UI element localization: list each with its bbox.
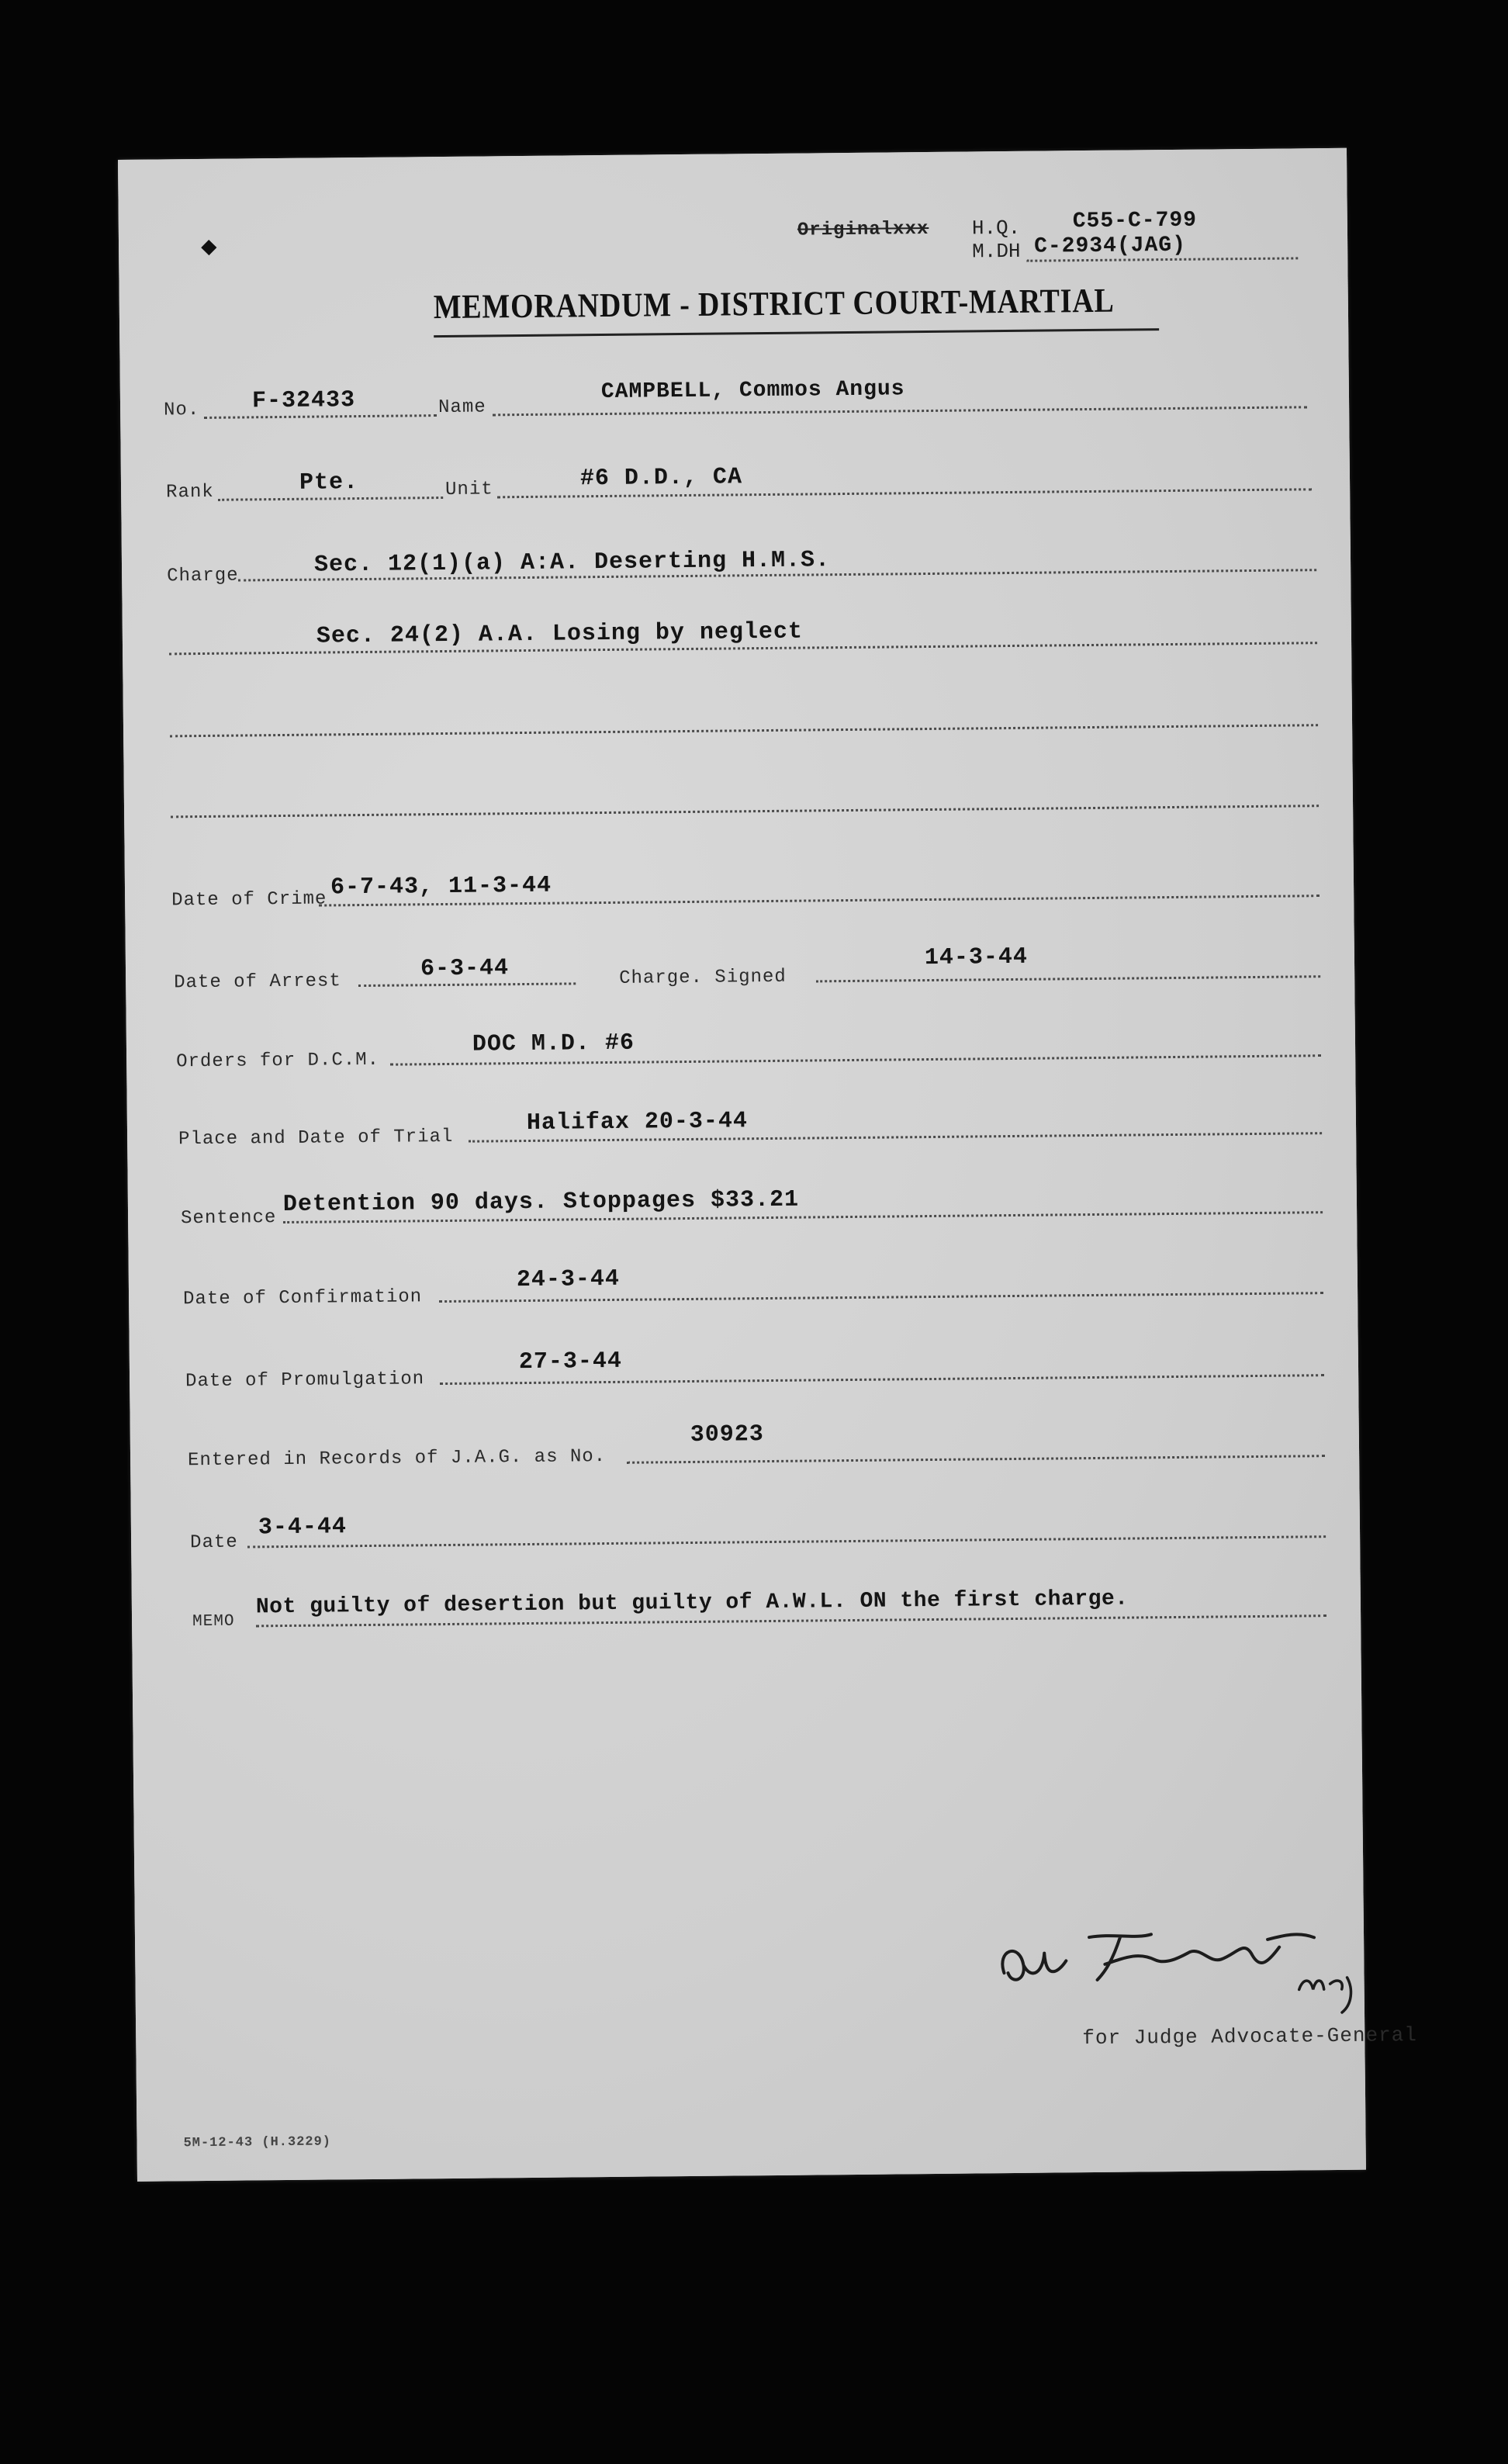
struck-original-text: Originalxxx [797,218,929,241]
charge-line-1: Sec. 12(1)(a) A:A. Deserting H.M.S. [313,547,831,579]
confirmation-dotted-line [439,1292,1323,1303]
no-label: No. [163,400,200,421]
name-dotted-line [493,406,1307,416]
md-label: M.DH [972,239,1021,264]
arrest-dotted-line [358,982,576,987]
date-of-confirmation-label: Date of Confirmation [182,1286,423,1310]
date-of-crime-label: Date of Crime [171,888,327,912]
orders-for-dcm-value: DOC M.D. #6 [472,1030,635,1058]
memo-text: Not guilty of desertion but guilty of A.W.L. ON the first charge. [255,1587,1129,1620]
judge-advocate-general-caption: for Judge Advocate-General [1082,2023,1418,2050]
md-file-number: C-2934(JAG) [1033,233,1187,259]
document-title: MEMORANDUM - DISTRICT COURT-MARTIAL [433,281,1115,327]
place-and-date-of-trial-label: Place and Date of Trial [178,1126,454,1151]
charge-dotted-line-4 [171,805,1319,818]
unit-label: Unit [444,479,493,500]
jag-records-number: 30923 [690,1421,764,1448]
jag-records-label: Entered in Records of J.A.G. as No. [187,1446,607,1472]
sentence-value: Detention 90 days. Stoppages $33.21 [282,1186,800,1219]
orders-for-dcm-label: Orders for D.C.M. [176,1049,380,1073]
name-label: Name [438,396,486,419]
date-label: Date [189,1531,238,1554]
service-number: F-32433 [251,387,356,415]
charge-line-2: Sec. 24(2) A.A. Losing by neglect [316,618,804,650]
date-of-crime-value: 6-7-43, 11-3-44 [330,872,552,902]
date-value: 3-4-44 [258,1514,348,1542]
rank-value: Pte. [299,469,359,497]
no-dotted-line [204,414,437,419]
memo-label: MEMO [192,1612,235,1632]
date-of-confirmation-value: 24-3-44 [516,1265,621,1294]
hq-file-number: C55-C-799 [1072,208,1198,234]
charge-signed-value: 14-3-44 [924,943,1029,972]
rank-dotted-line [218,497,443,501]
date-of-promulgation-label: Date of Promulgation [185,1369,425,1393]
memorandum-sheet [118,148,1418,2182]
sentence-label: Sentence [180,1207,277,1230]
charge-signed-dotted-line [816,975,1320,982]
hq-label: H.Q. [971,216,1021,241]
place-and-date-of-trial-value: Halifax 20-3-44 [526,1108,749,1137]
date-dotted-line [247,1535,1326,1548]
soldier-name: CAMPBELL, Commos Angus [600,377,905,405]
corner-mark: ◆ [200,233,217,263]
charge-signed-label: Charge. Signed [619,966,787,989]
date-of-arrest-label: Date of Arrest [174,971,341,994]
rank-label: Rank [165,481,214,504]
date-of-promulgation-value: 27-3-44 [518,1348,623,1376]
officer-signature [988,1915,1418,2055]
unit-value: #6 D.D., CA [579,464,743,493]
date-of-arrest-value: 6-3-44 [420,955,510,983]
records-dotted-line [627,1455,1325,1464]
charge-dotted-line-3 [170,724,1318,737]
promulgation-dotted-line [440,1374,1324,1385]
form-number: 5M-12-43 (H.3229) [183,2134,332,2151]
title-underline [434,328,1159,337]
charge-label: Charge [167,565,239,587]
